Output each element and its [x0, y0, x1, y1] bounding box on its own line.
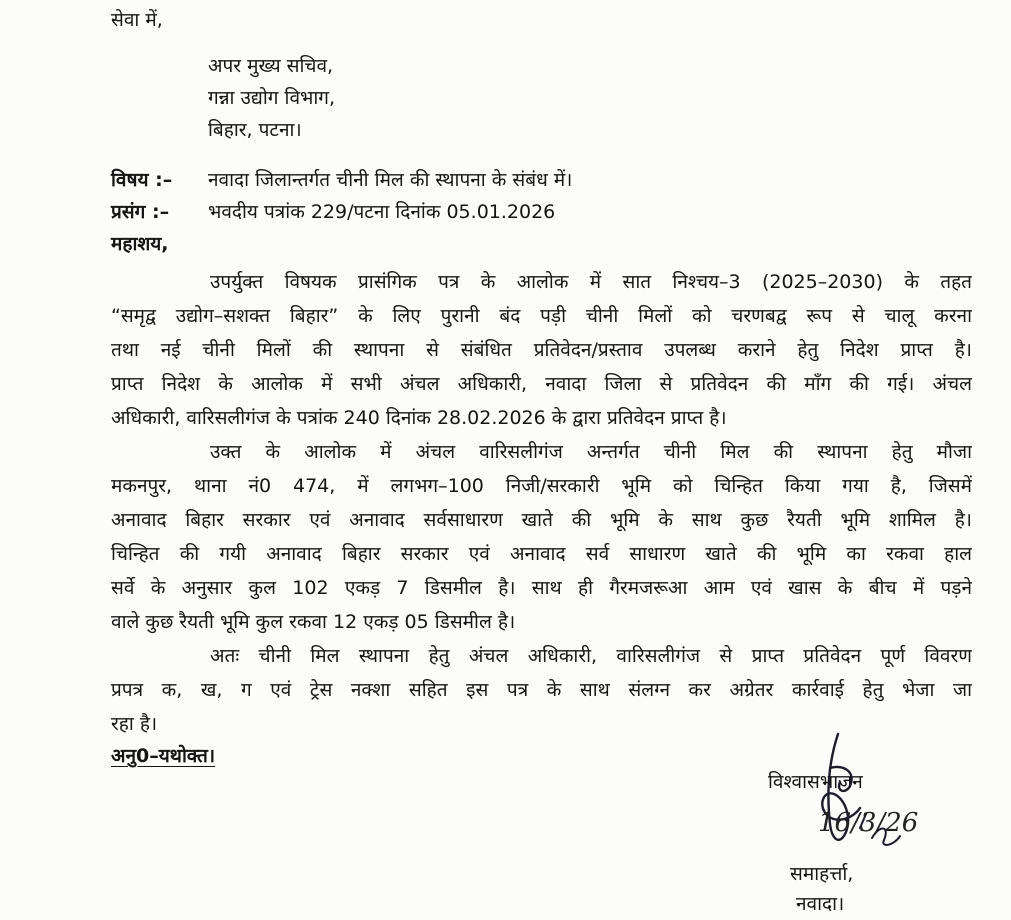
handwritten-signature: [800, 728, 910, 868]
body-line: प्रपत्र क, ख, ग एवं ट्रेस नक्शा सहित इस पत्र के साथ संलग्न कर अग्रेतर कार्रवाई हेतु भेजा जा: [111, 679, 972, 701]
reference-label: प्रसंग :–: [111, 201, 170, 223]
body-line: मकनपुर, थाना नं0 474, में लगभग–100 निजी/सरकारी भूमि को चिन्हित किया गया है, जिसमें: [111, 475, 972, 497]
body-line: तथा नई चीनी मिलों की स्थापना से संबंधित प्रतिवेदन/प्रस्ताव उपलब्ध कराने हेतु निदेश प्राप्त है।: [111, 339, 972, 361]
body-line: वाले कुछ रैयती भूमि कुल रकवा 12 एकड़ 05 डिसमील है।: [111, 611, 516, 633]
reference-text: भवदीय पत्रांक 229/पटना दिनांक 05.01.2026: [208, 201, 556, 223]
sign-off-place: नवादा।: [796, 893, 845, 915]
body-line: चिन्हित की गयी अनावाद बिहार सरकार एवं अनावाद सर्व साधारण खाते की भूमि का रकवा हाल: [111, 543, 972, 565]
enclosure-note: अनु0–यथोक्त।: [111, 745, 216, 767]
subject-label: विषय :–: [111, 169, 173, 191]
body-line: उक्त के आलोक में अंचल वारिसलीगंज अन्तर्गत चीनी मिल की स्थापना हेतु मौजा: [210, 441, 972, 463]
body-line: अधिकारी, वारिसलीगंज के पत्रांक 240 दिनांक 28.02.2026 के द्वारा प्रतिवेदन प्राप्त है।: [111, 407, 727, 429]
body-line: रहा है।: [111, 713, 158, 735]
body-line: अनावाद बिहार सरकार एवं अनावाद सर्वसाधारण खाते की भूमि के साथ कुछ रैयती भूमि शामिल है।: [111, 509, 972, 531]
subject-text: नवादा जिलान्तर्गत चीनी मिल की स्थापना के संबंध में।: [208, 169, 573, 191]
sign-off-yours-faithfully: विश्वासभाजन: [768, 771, 863, 793]
sign-off-designation: समाहर्त्ता,: [790, 863, 854, 885]
body-line: सर्वे के अनुसार कुल 102 एकड़ 7 डिसमील है। साथ ही गैरमजरूआ आम एवं खास के बीच में पड़ने: [111, 577, 972, 599]
greeting: महाशय,: [111, 233, 169, 255]
body-line: अतः चीनी मिल स्थापना हेतु अंचल अधिकारी, वारिसलीगंज से प्राप्त प्रतिवेदन पूर्ण विवरण: [210, 645, 972, 667]
addressee-line-1: अपर मुख्य सचिव,: [208, 55, 334, 77]
body-line: उपर्युक्त विषयक प्रासंगिक पत्र के आलोक में सात निश्चय–3 (2025–2030) के तहत: [210, 271, 972, 293]
signature-date: 16/3/26: [818, 808, 919, 838]
body-line: प्राप्त निदेश के आलोक में सभी अंचल अधिकारी, नवादा जिला से प्रतिवेदन की माँग की गई। अंचल: [111, 373, 972, 395]
salutation-to: सेवा में,: [111, 9, 163, 31]
addressee-line-3: बिहार, पटना।: [208, 119, 302, 141]
body-line: “समृद्व उद्योग–सशक्त बिहार” के लिए पुरानी बंद पड़ी चीनी मिलों को चरणबद्व रूप से चालू करना: [111, 305, 972, 327]
addressee-line-2: गन्ना उद्योग विभाग,: [208, 87, 336, 109]
